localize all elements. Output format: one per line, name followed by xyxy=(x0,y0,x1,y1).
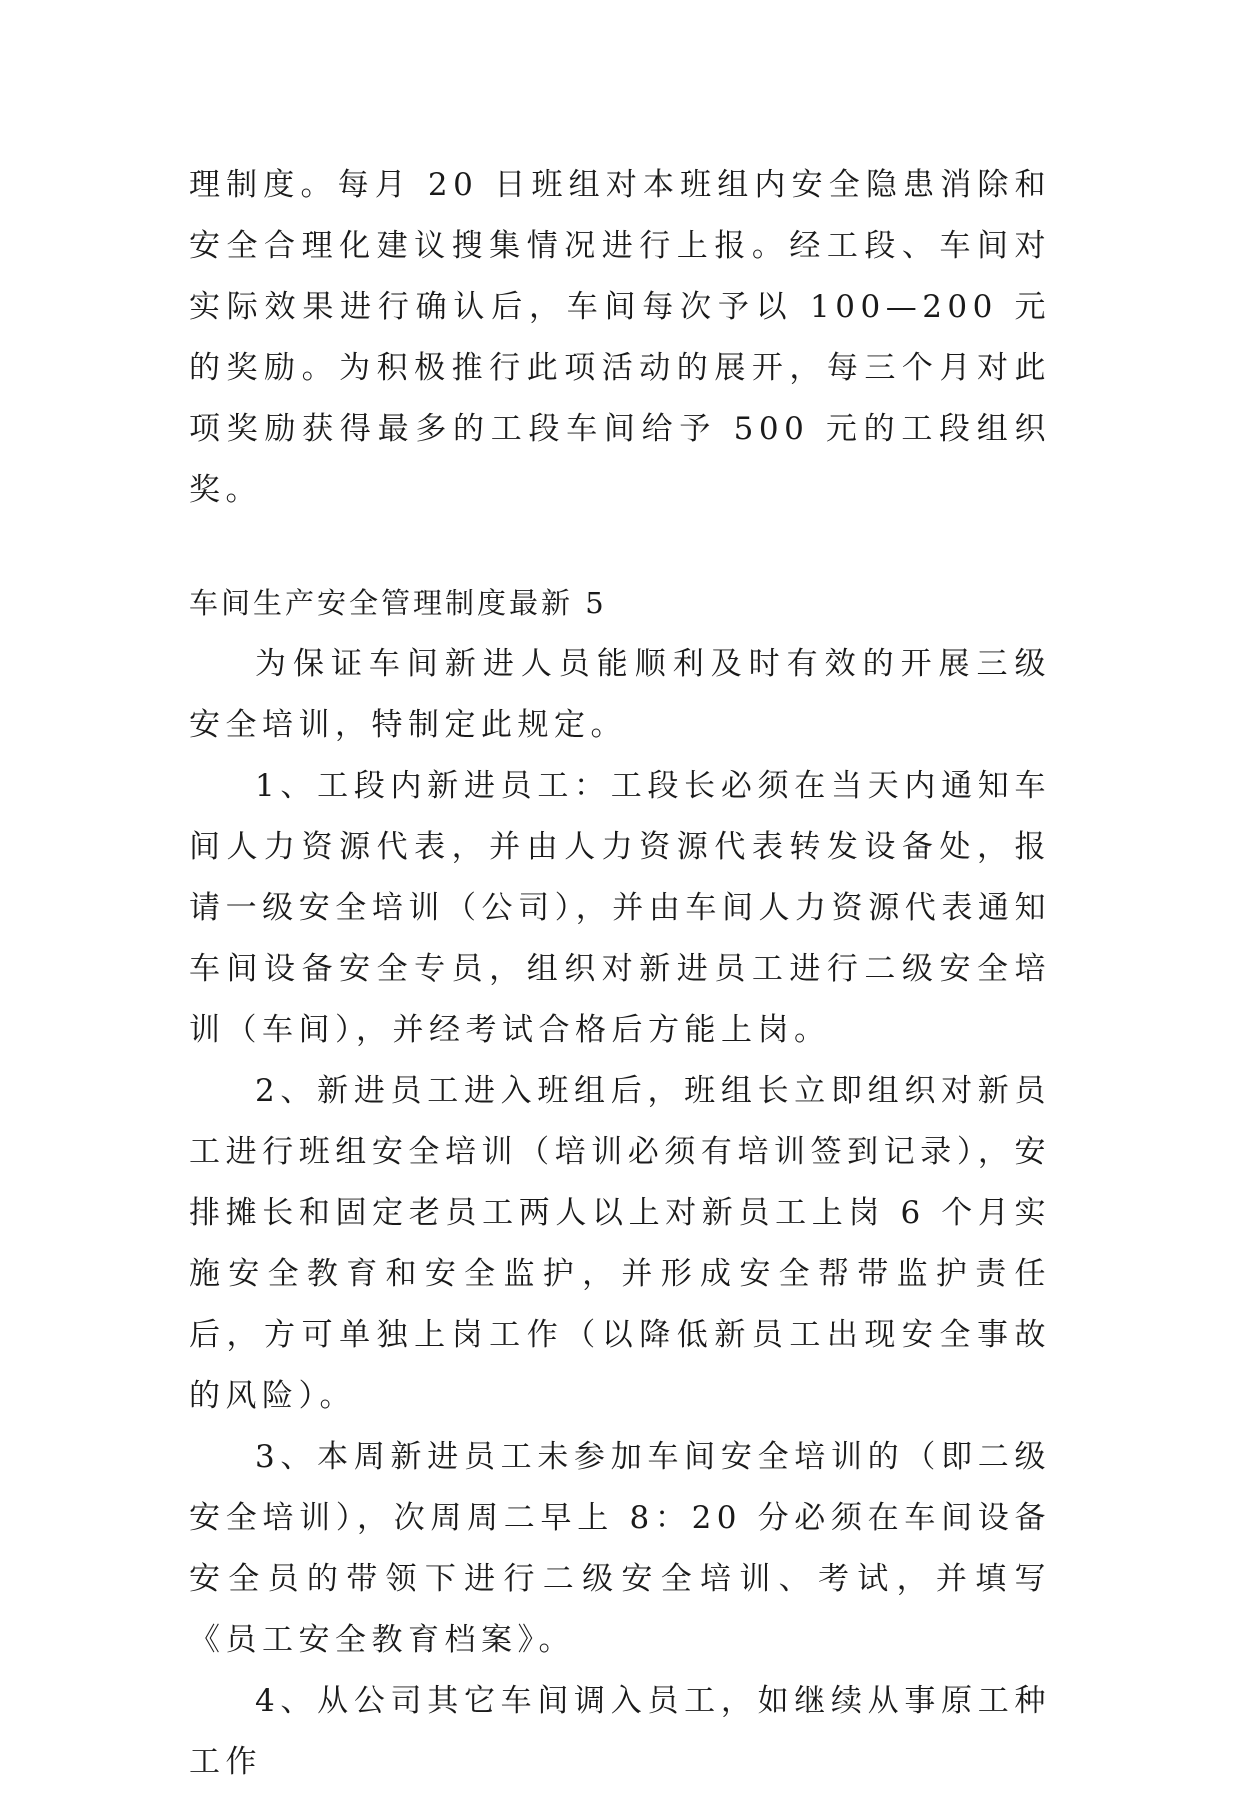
rule-item-1: 1、工段内新进员工：工段长必须在当天内通知车间人力资源代表，并由人力资源代表转发设备处，报请一级安全培训（公司），并由车间人力资源代表通知车间设备安全专员，组织对新进员工进行二级安全培训（车间），并经考试合格后方能上岗。 xyxy=(189,768,1051,1048)
section-title: 车间生产安全管理制度最新 5 xyxy=(189,586,607,620)
section-spacer xyxy=(189,521,1051,573)
intro-paragraph: 为保证车间新进人员能顺利及时有效的开展三级安全培训，特制定此规定。 xyxy=(189,646,1051,743)
continuation-paragraph: 理制度。每月 20 日班组对本班组内安全隐患消除和安全合理化建议搜集情况进行上报。经工段、车间对实际效果进行确认后，车间每次予以 100—200 元的奖励。为积极推行此项活动的展开，每三个月对此项奖励获得最多的工段车间给予 500 元的工段组织奖。 xyxy=(189,167,1051,508)
rule-item-4: 4、从公司其它车间调入员工，如继续从事原工种工作 xyxy=(189,1683,1051,1780)
rule-item-2: 2、新进员工进入班组后，班组长立即组织对新员工进行班组安全培训（培训必须有培训签到记录），安排摊长和固定老员工两人以上对新员工上岗 6 个月实施安全教育和安全监护，并形成安全帮带监护责任后，方可单独上岗工作（以降低新员工出现安全事故的风险）。 xyxy=(189,1073,1051,1414)
rule-item-3: 3、本周新进员工未参加车间安全培训的（即二级安全培训），次周周二早上 8：20 分必须在车间设备安全员的带领下进行二级安全培训、考试，并填写《员工安全教育档案》。 xyxy=(189,1439,1051,1658)
document-body xyxy=(189,155,1051,1793)
